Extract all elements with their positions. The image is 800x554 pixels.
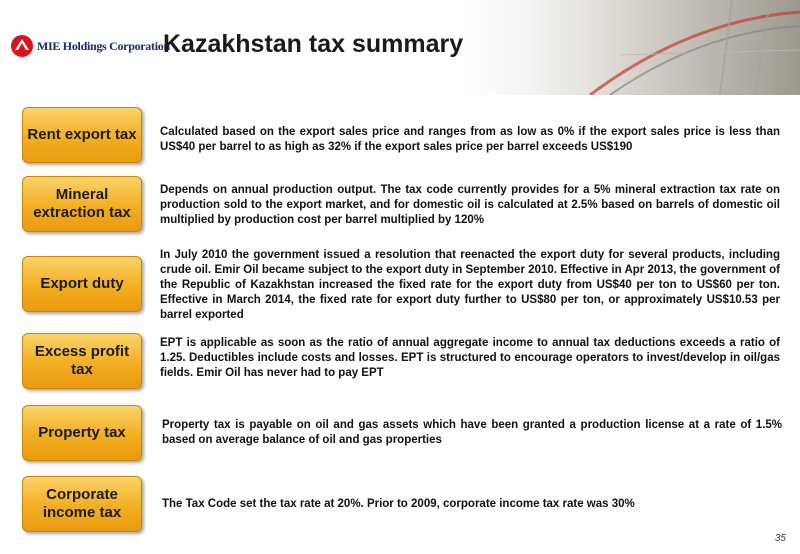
label-mineral-extraction-tax: Mineral extraction tax	[22, 176, 142, 232]
label-excess-profit-tax: Excess profit tax	[22, 333, 142, 389]
label-property-tax: Property tax	[22, 405, 142, 461]
desc-excess-profit-tax: EPT is applicable as soon as the ratio of annual aggregate income to annual tax deductions exceeds a ratio of 1.25. Deductibles include costs and losses. EPT is structured to encourage operators to invest/develop in oil/gas fields. Emir Oil has never had to pay EPT	[160, 337, 780, 379]
page-number: 35	[774, 533, 786, 544]
oil-facility-photo	[470, 0, 800, 95]
company-logo	[10, 34, 170, 58]
label-export-duty: Export duty	[22, 256, 142, 312]
desc-corporate-income-tax: The Tax Code set the tax rate at 20%. Prior to 2009, corporate income tax rate was 30%	[162, 498, 635, 510]
desc-export-duty: In July 2010 the government issued a resolution that reenacted the export duty for several products, including crude oil. Emir Oil became subject to the export duty in September 2010. Effective in Apr 2013, the government of the Republic of Kazakhstan increased the fixed rate for the export duty from US$40 per ton to US$60 per ton. Effective in March 2014, the fixed rate for export duty further to US$80 per ton, or approximately US$10.53 per barrel exported	[160, 249, 780, 321]
desc-rent-export-tax: Calculated based on the export sales price and ranges from as low as 0% if the export sales price is less than US$40 per barrel to as high as 32% if the export sales price per barrel exceeds US$190	[160, 126, 780, 153]
label-corporate-income-tax: Corporate income tax	[22, 476, 142, 532]
desc-property-tax: Property tax is payable on oil and gas assets which have been granted a production license at a rate of 1.5% based on average balance of oil and gas properties	[162, 419, 782, 446]
page-title: Kazakhstan tax summary	[163, 30, 464, 58]
company-logo-icon	[10, 34, 34, 58]
company-name: MIE Holdings Corporation	[37, 38, 170, 53]
label-rent-export-tax: Rent export tax	[22, 107, 142, 163]
slide-header	[0, 0, 800, 95]
desc-mineral-extraction-tax: Depends on annual production output. The tax code currently provides for a 5% mineral extraction tax rate on production sold to the export market, and for domestic oil is calculated at 2.5% based on barrels of domestic oil multiplied by production cost per barrel multiplied by 120%	[160, 184, 780, 226]
